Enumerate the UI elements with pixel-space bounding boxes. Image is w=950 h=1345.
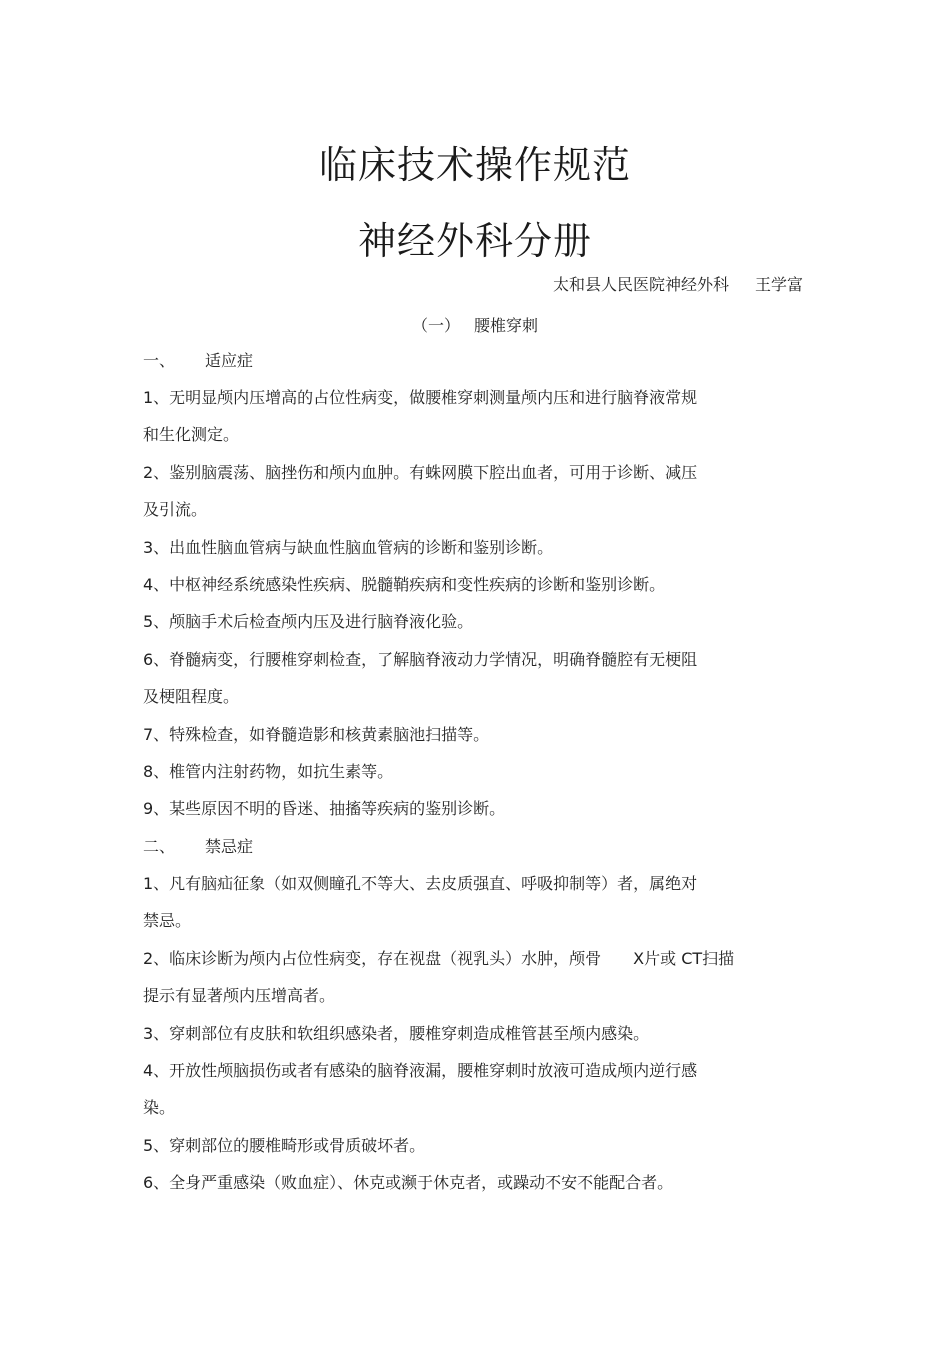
contraindication-line: 染。 xyxy=(143,1098,176,1117)
contraindication-line: 提示有显著颅内压增高者。 xyxy=(143,986,336,1005)
author-name: 王学富 xyxy=(754,275,803,294)
contraindications-heading xyxy=(143,836,253,858)
contraindication-line: 3、穿刺部位有皮肤和软组织感染者，腰椎穿刺造成椎管甚至颅内感染。 xyxy=(143,1024,650,1043)
contraindication-line: 5、穿刺部位的腰椎畸形或骨质破坏者。 xyxy=(143,1136,426,1155)
section-number: （一） xyxy=(411,316,460,335)
contraindication-line: 6、全身严重感染（败血症）、休克或濒于休克者，或躁动不安不能配合者。 xyxy=(143,1173,674,1192)
contraindication-line: 4、开放性颅脑损伤或者有感染的脑脊液漏，腰椎穿刺时放液可造成颅内逆行感 xyxy=(143,1061,698,1080)
section-title: 腰椎穿刺 xyxy=(474,316,539,335)
indication-line: 及梗阻程度。 xyxy=(143,687,240,706)
indication-line: 6、脊髓病变，行腰椎穿刺检查，了解脑脊液动力学情况，明确脊髓腔有无梗阻 xyxy=(143,650,698,669)
indication-line: 4、中枢神经系统感染性疾病、脱髓鞘疾病和变性疾病的诊断和鉴别诊断。 xyxy=(143,575,666,594)
indication-line: 及引流。 xyxy=(143,500,208,519)
contraindications-number: 二、 xyxy=(143,837,176,856)
indication-line: 8、椎管内注射药物，如抗生素等。 xyxy=(143,762,394,781)
contraindication-line: 禁忌。 xyxy=(143,911,192,930)
section-heading xyxy=(0,313,950,336)
indication-line: 和生化测定。 xyxy=(143,425,240,444)
indication-line: 9、某些原因不明的昏迷、抽搐等疾病的鉴别诊断。 xyxy=(143,799,506,818)
indications-heading xyxy=(143,350,253,372)
indications-number: 一、 xyxy=(143,351,176,370)
indication-line: 2、鉴别脑震荡、脑挫伤和颅内血肿。有蛛网膜下腔出血者，可用于诊断、减压 xyxy=(143,463,698,482)
indication-line: 3、出血性脑血管病与缺血性脑血管病的诊断和鉴别诊断。 xyxy=(143,538,554,557)
contraindications-title: 禁忌症 xyxy=(205,837,254,856)
author-line xyxy=(553,272,803,295)
indications-title: 适应症 xyxy=(205,351,254,370)
indication-line: 7、特殊检查，如脊髓造影和核黄素脑池扫描等。 xyxy=(143,725,490,744)
contraindication-line: 1、凡有脑疝征象（如双侧瞳孔不等大、去皮质强直、呼吸抑制等）者，属绝对 xyxy=(143,874,698,893)
document-subtitle: 神经外科分册 xyxy=(357,219,592,263)
indication-line: 5、颅脑手术后检查颅内压及进行脑脊液化验。 xyxy=(143,612,474,631)
contraindication-line: 2、临床诊断为颅内占位性病变，存在视盘（视乳头）水肿，颅骨 X片或 CT扫描 xyxy=(143,949,735,968)
author-organization: 太和县人民医院神经外科 xyxy=(552,275,729,294)
indication-line: 1、无明显颅内压增高的占位性病变，做腰椎穿刺测量颅内压和进行脑脊液常规 xyxy=(143,388,698,407)
document-title: 临床技术操作规范 xyxy=(318,143,631,187)
